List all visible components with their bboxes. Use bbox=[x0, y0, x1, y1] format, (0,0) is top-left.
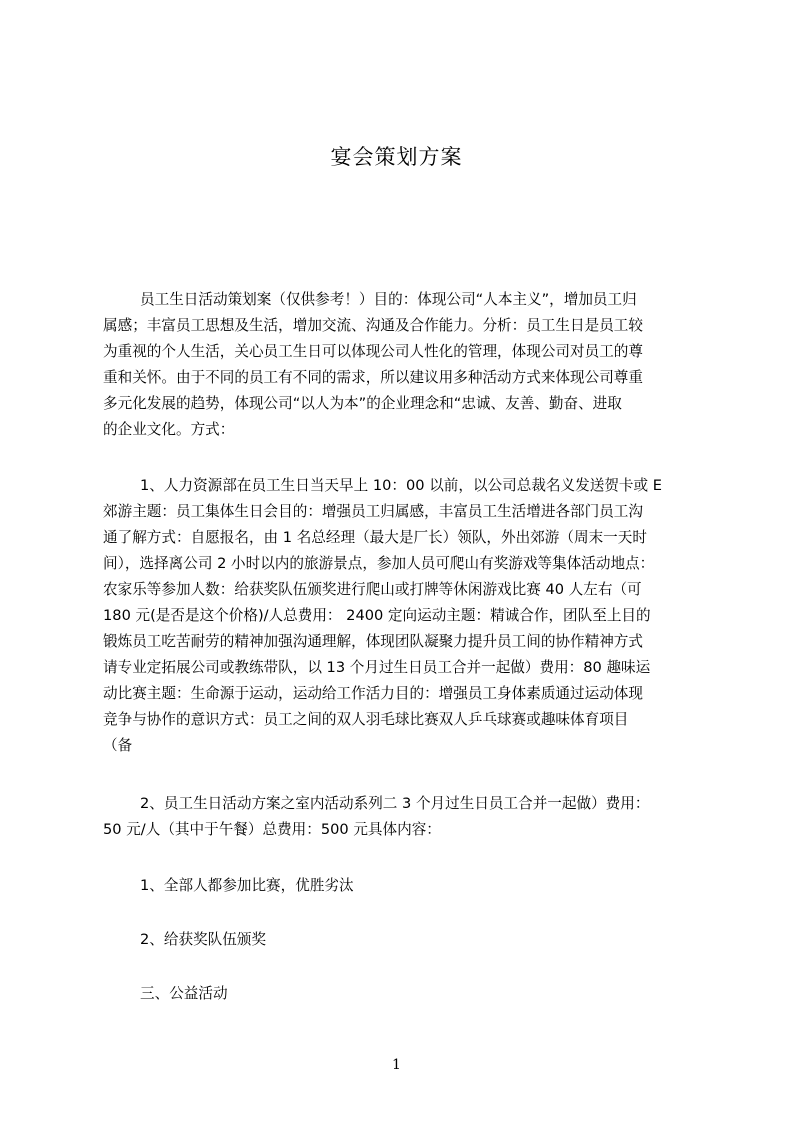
paragraph-line: 郊游主题：员工集体生日会目的：增强员工归属感，丰富员工生活增进各部门员工沟 bbox=[103, 503, 643, 520]
list-item: 2、给获奖队伍颁奖 bbox=[140, 931, 267, 948]
document-title: 宴会策划方案 bbox=[330, 145, 463, 169]
paragraph-line: 锻炼员工吃苦耐劳的精神加强沟通理解，体现团队凝聚力提升员工间的协作精神方式 bbox=[103, 633, 643, 650]
paragraph-line: 农家乐等参加人数：给获奖队伍颁奖进行爬山或打牌等休闲游戏比赛 40 人左右（可 bbox=[103, 581, 642, 598]
paragraph-line: 2、员工生日活动方案之室内活动系列二 3 个月过生日员工合并一起做）费用： bbox=[140, 795, 650, 812]
paragraph-line: 通了解方式：自愿报名，由 1 名总经理（最大是厂长）领队，外出郊游（周末一天时 bbox=[103, 529, 647, 546]
paragraph-line: 50 元/人（其中于午餐）总费用：500 元具体内容： bbox=[103, 821, 441, 838]
paragraph-line: 重和关怀。由于不同的员工有不同的需求，所以建议用多种活动方式来体现公司尊重 bbox=[103, 369, 643, 386]
paragraph-line: 为重视的个人生活，关心员工生日可以体现公司人性化的管理，体现公司对员工的尊 bbox=[103, 343, 643, 360]
paragraph-line: 动比赛主题：生命源于运动，运动给工作活力目的：增强员工身体素质通过运动体现 bbox=[103, 685, 643, 702]
paragraph-line: 1、人力资源部在员工生日当天早上 10：00 以前，以公司总裁名义发送贺卡或 E bbox=[140, 477, 662, 494]
paragraph-line: 员工生日活动策划案（仅供参考！）目的：体现公司“人本主义”，增加员工归 bbox=[140, 291, 637, 308]
paragraph-line: 请专业定拓展公司或教练带队，以 13 个月过生日员工合并一起做）费用：80 趣味运 bbox=[103, 659, 651, 676]
page-number: 1 bbox=[392, 1057, 401, 1073]
section-heading: 三、公益活动 bbox=[140, 985, 228, 1002]
list-item: 1、全部人都参加比赛，优胜劣汰 bbox=[140, 877, 354, 894]
paragraph-line: 180 元(是否是这个价格)/人总费用： 2400 定向运动主题：精诚合作，团队至上目的 bbox=[103, 607, 651, 624]
paragraph-line: 多元化发展的趋势，体现公司“以人为本”的企业理念和“忠诚、友善、勤奋、进取 bbox=[103, 395, 622, 412]
paragraph-line: 属感；丰富员工思想及生活，增加交流、沟通及合作能力。分析：员工生日是员工较 bbox=[103, 317, 643, 334]
paragraph-line: 竞争与协作的意识方式：员工之间的双人羽毛球比赛双人乒乓球赛或趣味体育项目 bbox=[103, 711, 629, 728]
paragraph-line: 间），选择离公司 2 小时以内的旅游景点，参加人员可爬山有奖游戏等集体活动地点： bbox=[103, 555, 655, 572]
paragraph-line: （备 bbox=[103, 737, 133, 754]
paragraph-line: 的企业文化。方式： bbox=[103, 421, 235, 438]
